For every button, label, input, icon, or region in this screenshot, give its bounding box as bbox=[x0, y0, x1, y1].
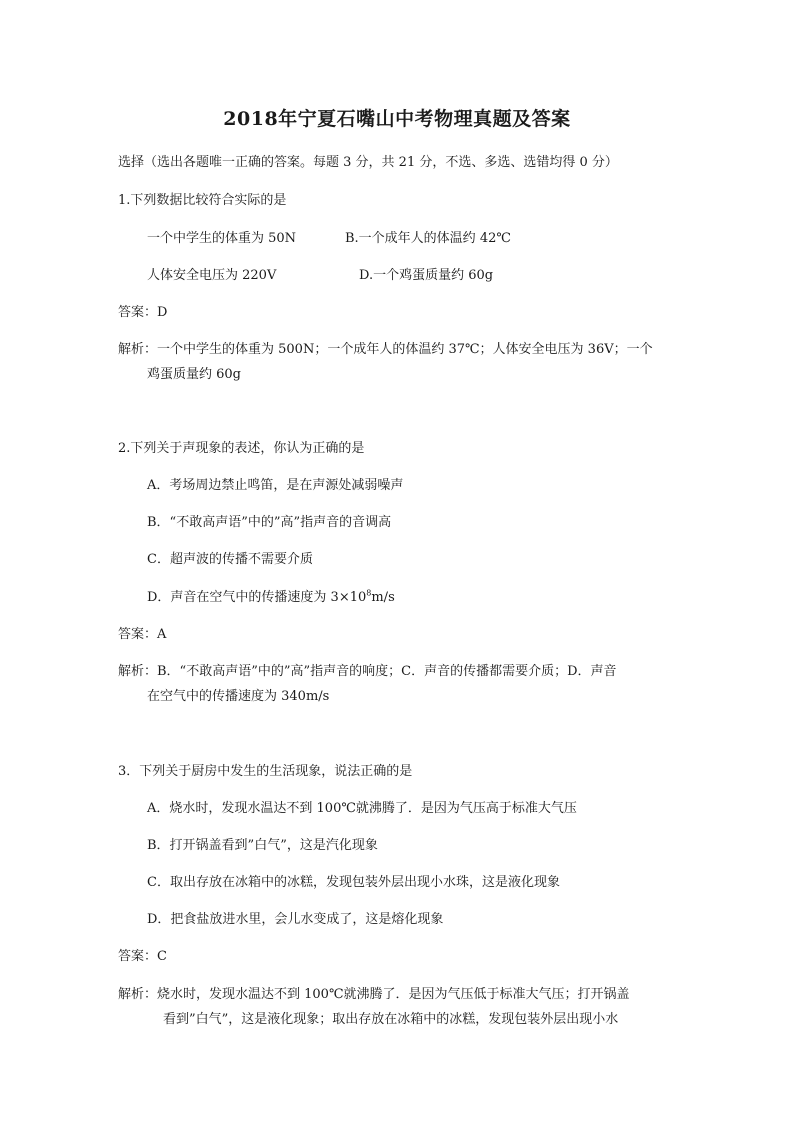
question-1-option-c: 人体安全电压为 220V bbox=[147, 268, 277, 283]
section-heading: 选择（选出各题唯一正确的答案。每题 3 分，共 21 分，不选、多选、选错均得 0 分） bbox=[118, 155, 618, 170]
question-3-answer: 答案：C bbox=[118, 949, 167, 964]
question-2-option-b: B．“不敢高声语”中的”高”指声音的音调高 bbox=[147, 515, 392, 530]
question-2-option-a: A．考场周边禁止鸣笛，是在声源处减弱噪声 bbox=[147, 478, 404, 493]
question-2-answer: 答案：A bbox=[118, 627, 167, 642]
question-2-option-d-unit: m/s bbox=[371, 590, 395, 605]
question-3-stem: 3．下列关于厨房中发生的生活现象，说法正确的是 bbox=[118, 764, 413, 779]
question-1-analysis-line-2: 鸡蛋质量约 60g bbox=[147, 367, 241, 382]
question-1-answer: 答案：D bbox=[118, 305, 168, 320]
document-title: 2018年宁夏石嘴山中考物理真题及答案 bbox=[223, 108, 571, 130]
question-2-analysis-line-2: 在空气中的传播速度为 340m/s bbox=[147, 689, 330, 704]
question-2-analysis-line-1: 解析：B．“不敢高声语”中的”高”指声音的响度；C．声音的传播都需要介质；D．声音 bbox=[118, 664, 617, 679]
question-1-option-d: D.一个鸡蛋质量约 60g bbox=[359, 268, 494, 283]
question-3-option-d: D．把食盐放进水里，会儿水变成了，这是熔化现象 bbox=[147, 912, 444, 927]
question-2-option-c: C．超声波的传播不需要介质 bbox=[147, 552, 313, 567]
question-3-option-b: B．打开锅盖看到”白气”，这是汽化现象 bbox=[147, 838, 378, 853]
question-1-analysis-line-1: 解析：一个中学生的体重为 500N；一个成年人的体温约 37℃；人体安全电压为 36V；一个 bbox=[118, 342, 653, 357]
question-2-stem: 2.下列关于声现象的表述，你认为正确的是 bbox=[118, 441, 365, 456]
question-3-analysis-line-2: 看到”白气”，这是液化现象；取出存放在冰箱中的冰糕，发现包装外层出现小水 bbox=[163, 1012, 619, 1027]
question-1-option-a: 一个中学生的体重为 50N bbox=[147, 231, 297, 246]
question-2-option-d-text: D．声音在空气中的传播速度为 3×10 bbox=[147, 590, 367, 605]
question-3-option-c: C．取出存放在冰箱中的冰糕，发现包装外层出现小水珠，这是液化现象 bbox=[147, 875, 560, 890]
question-2-option-d bbox=[147, 590, 395, 606]
question-1-option-b: B.一个成年人的体温约 42℃ bbox=[345, 231, 511, 246]
question-1-stem: 1.下列数据比较符合实际的是 bbox=[118, 193, 287, 208]
question-3-option-a: A．烧水时，发现水温达不到 100℃就沸腾了．是因为气压高于标准大气压 bbox=[147, 801, 577, 816]
question-3-analysis-line-1: 解析：烧水时，发现水温达不到 100℃就沸腾了．是因为气压低于标准大气压；打开锅盖 bbox=[118, 987, 630, 1002]
question-2-option-d-exponent: 8 bbox=[366, 588, 372, 598]
